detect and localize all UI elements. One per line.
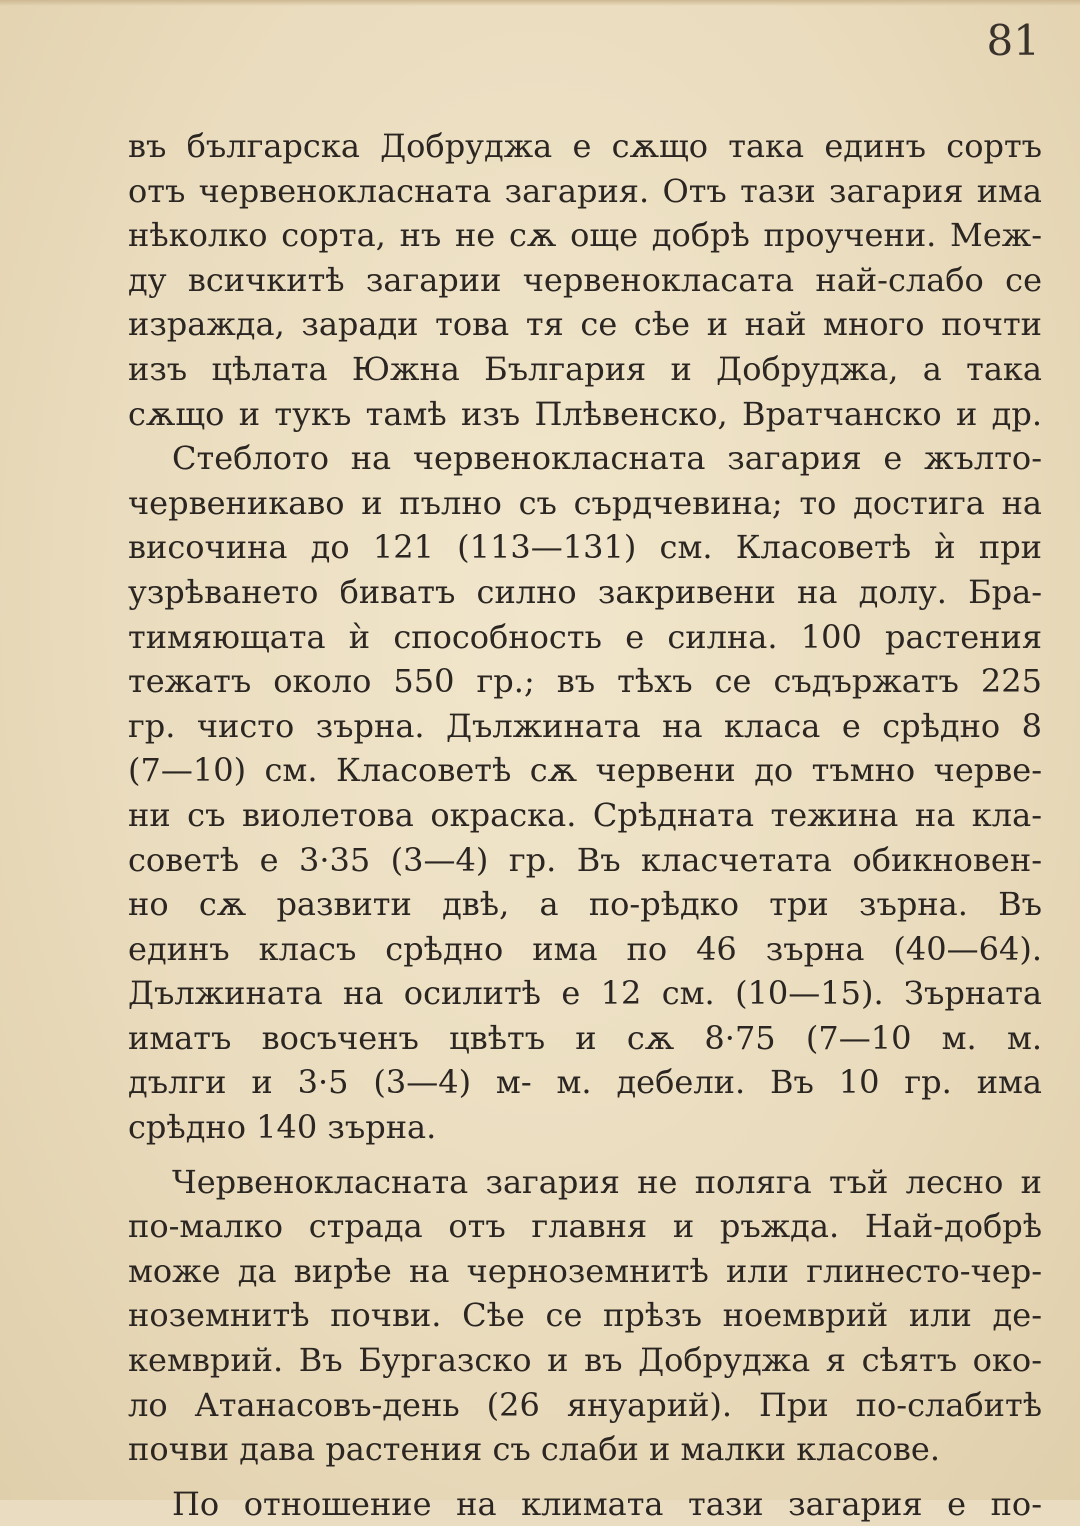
page-number: 81 [986,16,1040,65]
text-line: дълги и 3·5 (3—4) м- м. дебели. Въ 10 гр. има [128,1063,1042,1102]
text-line: Червенокласната загария не поляга тъй лесно и [172,1162,1042,1201]
paragraph-3 [128,1160,1042,1472]
text-line: може да вирѣе на черноземнитѣ или глинесто-чер- [128,1251,1042,1290]
text-line: тежатъ около 550 гр.; въ тѣхъ се съдържатъ 225 [128,662,1042,701]
text-line: узрѣването биватъ силно закривени на долу. Бра- [128,572,1042,611]
text-line: въ българска Добруджа е сѫщо така единъ сортъ [128,127,1042,165]
text-line: но сѫ развити двѣ, а по-рѣдко три зърна. Въ [128,885,1042,924]
text-line: Дължината на осилитѣ е 12 см. (10—15). Зърната [128,974,1042,1013]
text-line: сѫщо и тукъ тамѣ изъ Плѣвенско, Вратчанско и др. [128,394,1042,433]
text-line: советѣ е 3·35 (3—4) гр. Въ класчетата обикновен- [128,840,1042,879]
text-line: единъ класъ срѣдно има по 46 зърна (40—64). [128,929,1042,968]
text-line: нѣколко сорта, нъ не сѫ още добрѣ проучени. Меж- [128,216,1042,255]
paragraph-1 [128,124,1042,436]
text-line: отъ червенокласната загария. Отъ тази загария има [128,171,1042,210]
text-line: ло Атанасовъ-день (26 януарий). При по-слабитѣ [128,1385,1042,1424]
text-line: ни съ виолетова окраска. Срѣдната тежина на кла- [128,795,1042,834]
text-line: ду всичкитѣ загарии червенокласата най-слабо се [128,260,1042,299]
text-line: кемврий. Въ Бургазско и въ Добруджа я сѣятъ око- [128,1341,1042,1380]
text-line: гр. чисто зърна. Дължината на класа е срѣдно 8 [128,706,1042,745]
text-line: изражда, заради това тя се сѣе и най много почти [128,305,1042,344]
text-line: червеникаво и пълно съ сърдчевина; то достига на [128,483,1042,522]
paragraph-gap [128,1150,1042,1160]
text-line: иматъ восъченъ цвѣтъ и сѫ 8·75 (7—10 м. м. [128,1018,1042,1057]
paragraph-2 [128,436,1042,1150]
text-line: По отношение на климата тази загария е по- [172,1484,1042,1523]
text-line: тимяющата ѝ способность е силна. 100 растения [128,617,1042,656]
body-text [128,124,1042,1526]
text-line: по-малко страда отъ главня и ръжда. Най-добрѣ [128,1207,1042,1246]
text-line: почви дава растения съ слаби и малки класове. [128,1430,941,1469]
text-line: Стеблото на червенокласната загария е жълто- [172,439,1042,478]
text-line: изъ цѣлата Южна България и Добруджа, а така [128,349,1042,388]
text-line: височина до 121 (113—131) см. Класоветѣ ѝ при [128,528,1042,567]
page-top-edge [0,0,1080,6]
text-line: (7—10) см. Класоветѣ сѫ червени до тъмно черве- [128,751,1042,790]
text-line: срѣдно 140 зърна. [128,1108,437,1147]
paragraph-gap [128,1472,1042,1482]
paragraph-4 [128,1482,1042,1526]
text-line: ноземнитѣ почви. Сѣе се прѣзъ ноемврий или де- [128,1296,1042,1335]
